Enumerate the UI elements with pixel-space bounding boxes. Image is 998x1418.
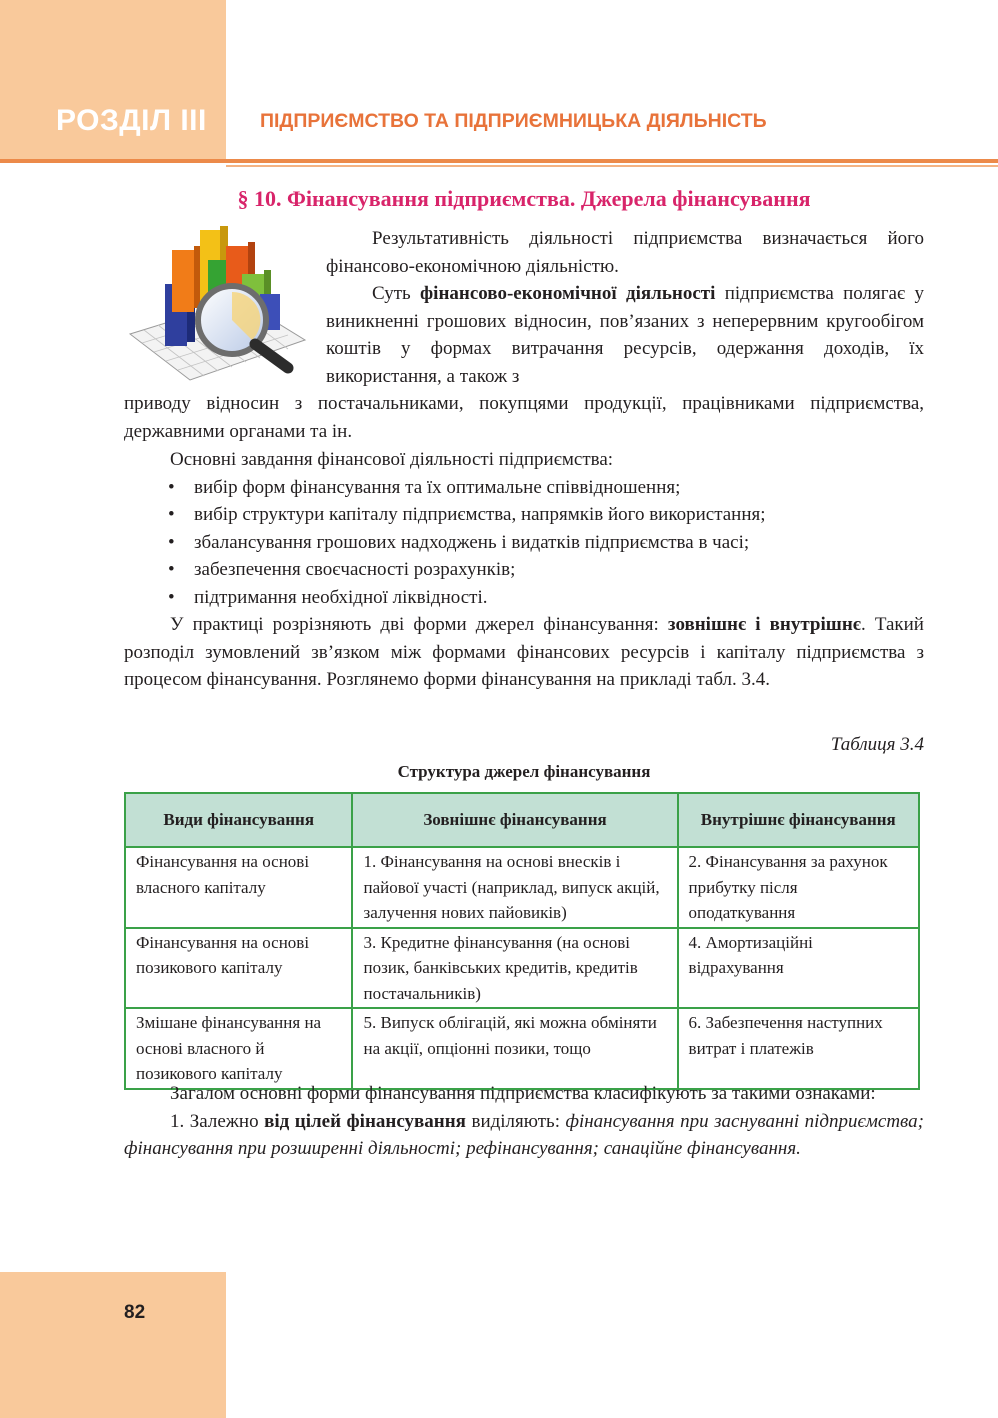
forms-paragraph: [124, 611, 924, 694]
intro-text: [326, 225, 924, 390]
header-rule-thin: [226, 165, 998, 167]
table-header-cell: Види фінансування: [125, 793, 352, 847]
text-run: 1. Залежно: [170, 1110, 265, 1132]
table-cell: 4. Амортизаційні відрахування: [678, 928, 919, 1009]
table-row: [125, 928, 919, 1009]
intro-paragraph-2: [326, 280, 924, 390]
table-cell: Фінансування на основі власного капіталу: [125, 847, 352, 928]
intro-paragraph-1: Результативність діяльності підприємства визначається його фінансово-економічною діяльністю.: [326, 228, 924, 277]
list-item: • забезпечення своєчасності розрахунків;: [124, 556, 924, 584]
table-header-cell: Зовнішнє фінансування: [352, 793, 677, 847]
table-title: Структура джерел фінансування: [397, 762, 651, 781]
table-row: [125, 847, 919, 928]
paragraph-title: § 10. Фінансування підприємства. Джерела фінансування: [237, 186, 811, 211]
table-header-cell: Внутрішнє фінансування: [678, 793, 919, 847]
list-item: • вибір структури капіталу підприємства, напрямків його використання;: [124, 501, 924, 529]
text-run: виділяють:: [465, 1110, 566, 1132]
table-cell: 1. Фінансування на основі внесків і пайової участі (наприклад, випуск акцій, залучення нових пайовиків): [352, 847, 677, 928]
intro-paragraph-2-continued: приводу відносин з постачальниками, покупцями продукції, працівниками підприємства, державними органами та ін.: [124, 393, 924, 442]
side-panel-bottom: [0, 1272, 226, 1418]
tasks-block: [124, 446, 924, 694]
table-cell: 3. Кредитне фінансування (на основі позик, банківських кредитів, кредитів постачальників): [352, 928, 677, 1009]
page-number: 82: [124, 1302, 146, 1323]
tasks-list: [124, 474, 924, 612]
classification-paragraph-1: Загалом основні форми фінансування підприємства класифікують за такими ознаками:: [170, 1083, 876, 1104]
bold-term: фінансово-економічної діяльності: [420, 283, 716, 304]
tasks-lead: Основні завдання фінансової діяльності підприємства:: [170, 449, 614, 470]
financing-structure-table: [124, 792, 920, 1090]
table-cell: Фінансування на основі позикового капіталу: [125, 928, 352, 1009]
bar-chart-magnifier-icon: [120, 222, 310, 382]
list-item: • вибір форм фінансування та їх оптимальне співвідношення;: [124, 474, 924, 502]
table-caption: Таблиця 3.4: [830, 734, 924, 755]
bold-term: від цілей фінансування: [264, 1110, 466, 1132]
table-cell: Змішане фінансування на основі власного й позикового капіталу: [125, 1008, 352, 1089]
table-header-row: [125, 793, 919, 847]
table-cell: 2. Фінансування за рахунок прибутку після оподаткування: [678, 847, 919, 928]
text-run: підприємства полягає у виникненні грошових відносин, пов’язаних з неперервним кругообігом коштів у формах витрачання ресурсів, одержання доходів, їх використання, а також з: [326, 283, 924, 387]
table-cell: 6. Забезпечення наступних витрат і платежів: [678, 1008, 919, 1089]
chapter-title: ПІДПРИЄМСТВО ТА ПІДПРИЄМНИЦЬКА ДІЯЛЬНІСТЬ: [260, 110, 767, 132]
list-item: • підтримання необхідної ліквідності.: [124, 584, 924, 612]
italic-text: фінансування при заснуванні підприємства; фінансування при розширенні діяльності; рефінансування; санаційне фінансування.: [124, 1110, 925, 1159]
text-run: У практиці розрізняють дві форми джерел фінансування:: [170, 614, 668, 635]
section-label: РОЗДІЛ III: [56, 104, 207, 137]
bold-term: зовнішнє і внутрішнє: [667, 614, 861, 635]
classification-paragraph-2: [124, 1108, 924, 1163]
table-cell: 5. Випуск облігацій, які можна обміняти на акції, опціонні позики, тощо: [352, 1008, 677, 1089]
table-row: [125, 1008, 919, 1089]
list-item: • збалансування грошових надходжень і видатків підприємства в часі;: [124, 529, 924, 557]
text-run: Суть: [372, 283, 421, 304]
header-rule: [0, 159, 998, 163]
classification-block: [124, 1080, 924, 1163]
text-run: . Такий розподіл зумовлений зв’язком між формами фінансових ресурсів і капіталу підприємства з процесом фінансування. Розглянемо форми фінансування на прикладі табл. 3.4.: [124, 614, 924, 690]
